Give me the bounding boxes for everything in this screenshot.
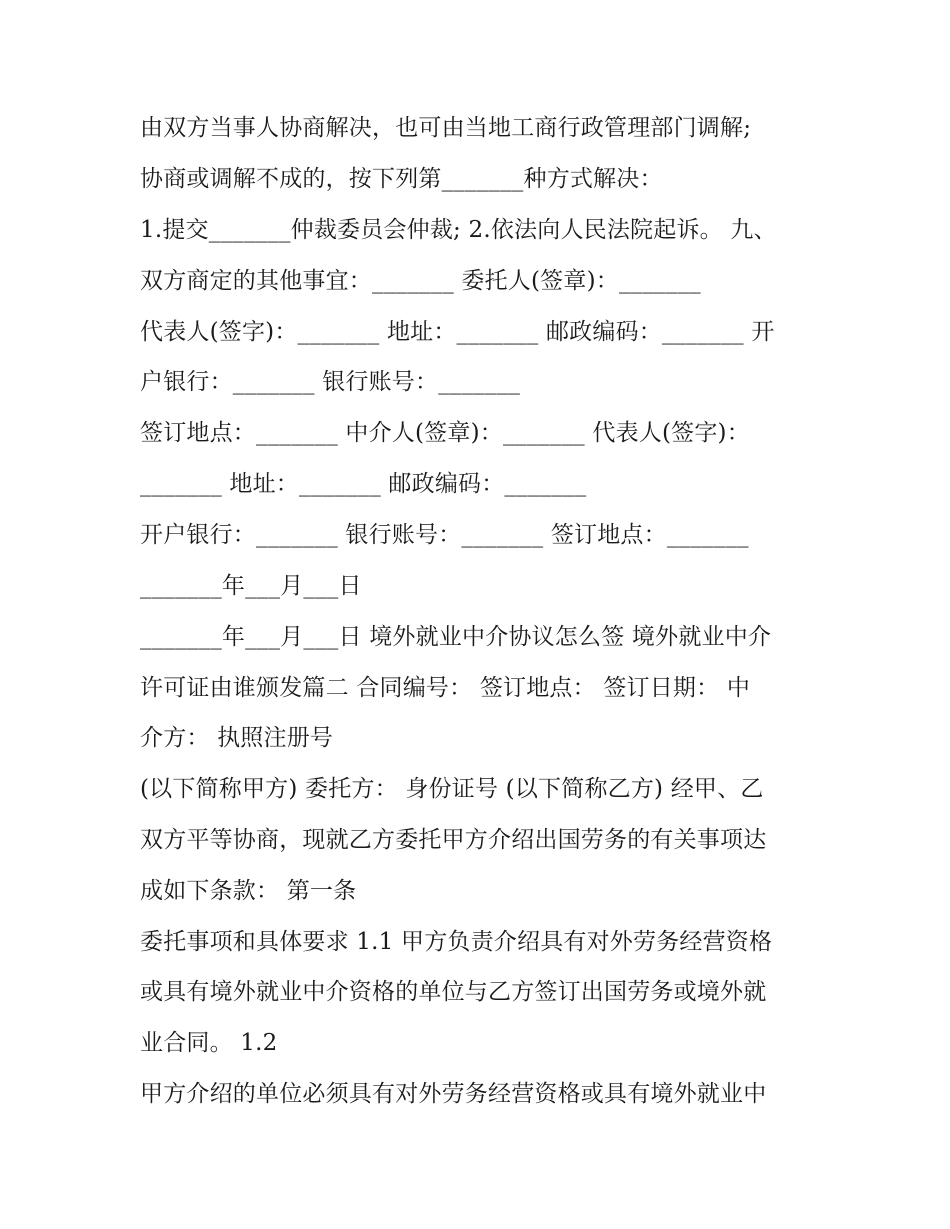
text-line: 双方商定的其他事宜：_______ 委托人(签章)：_______ <box>140 268 701 294</box>
text-line: 户银行：_______ 银行账号：_______ <box>140 369 521 395</box>
text-line: _______年___月___日 <box>140 573 362 599</box>
text-line: (以下简称甲方) 委托方： 身份证号 (以下简称乙方) 经甲、乙 <box>140 776 764 802</box>
text-line: 开户银行：_______ 银行账号：_______ 签订地点：_______ <box>140 522 749 548</box>
text-line: 成如下条款： 第一条 <box>140 878 357 904</box>
text-line: _______年___月___日 境外就业中介协议怎么签 境外就业中介 <box>140 624 772 650</box>
text-line: 由双方当事人协商解决，也可由当地工商行政管理部门调解; <box>140 115 752 141</box>
text-line: 协商或调解不成的，按下列第_______种方式解决： <box>140 166 663 192</box>
text-line: 代表人(签字)：_______ 地址：_______ 邮政编码：_______ 开 <box>140 319 775 345</box>
text-line: _______ 地址：_______ 邮政编码：_______ <box>140 471 587 497</box>
text-line: 或具有境外就业中介资格的单位与乙方签订出国劳务或境外就 <box>140 979 767 1005</box>
text-line: 签订地点：_______ 中介人(签章)：_______ 代表人(签字)： <box>140 420 750 446</box>
text-line: 业合同。 1.2 <box>140 1030 278 1056</box>
text-line: 许可证由谁颁发篇二 合同编号： 签订地点： 签订日期： 中 <box>140 675 751 701</box>
text-line: 委托事项和具体要求 1.1 甲方负责介绍具有对外劳务经营资格 <box>140 929 773 955</box>
text-line: 介方： 执照注册号 <box>140 725 334 751</box>
text-line: 甲方介绍的单位必须具有对外劳务经营资格或具有境外就业中 <box>140 1081 767 1107</box>
text-line: 1.提交_______仲裁委员会仲裁; 2.依法向人民法院起诉。 九、 <box>140 217 777 243</box>
text-line: 双方平等协商，现就乙方委托甲方介绍出国劳务的有关事项达 <box>140 827 767 853</box>
